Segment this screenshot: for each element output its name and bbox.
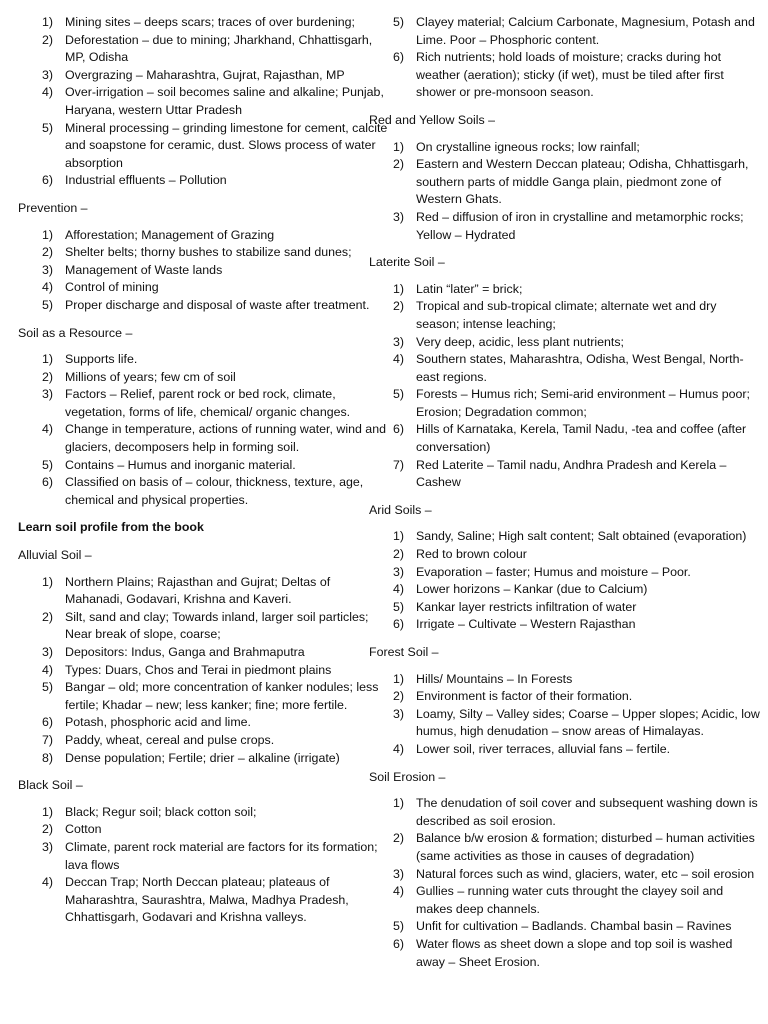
section-alluvial-soil (18, 537, 390, 767)
list-item (18, 821, 390, 839)
list-number: 5) (42, 457, 54, 472)
list-item-text: Change in temperature, actions of running water, wind and glaciers, decomposers help in forming soil. (65, 422, 386, 455)
list-item (18, 369, 390, 387)
list-item (369, 866, 761, 884)
list-item-text: Climate, parent rock material are factors for its formation; lava flows (65, 839, 378, 872)
list-item (369, 599, 761, 617)
list-item (18, 172, 390, 190)
list-item (369, 564, 761, 582)
list-number: 3) (393, 209, 405, 224)
list-item-text: Red – diffusion of iron in crystalline and metamorphic rocks; Yellow – Hydrated (416, 209, 744, 242)
section-heading: Soil as a Resource – (18, 325, 133, 340)
list-item (18, 32, 390, 67)
list-number: 6) (42, 475, 54, 490)
list-number: 2) (42, 822, 54, 837)
list-item-text: Latin “later” = brick; (416, 281, 523, 296)
list-item (18, 874, 390, 927)
left-column (18, 14, 390, 927)
numbered-list (369, 281, 761, 492)
list-item (18, 662, 390, 680)
list-item-text: Natural forces such as wind, glaciers, water, etc – soil erosion (416, 866, 755, 881)
list-item (18, 120, 390, 173)
numbered-list (369, 14, 761, 102)
list-number: 5) (42, 680, 54, 695)
list-item-text: Hills of Karnataka, Kerela, Tamil Nadu, -tea and coffee (after conversation) (416, 422, 747, 455)
list-number: 4) (393, 884, 405, 899)
list-item-text: Gullies – running water cuts throught the clayey soil and makes deep channels. (416, 884, 724, 916)
list-item-text: Lower soil, river terraces, alluvial fans – fertile. (416, 741, 671, 756)
list-item-text: Southern states, Maharashtra, Odisha, West Bengal, North-east regions. (416, 352, 744, 384)
list-item-text: Depositors: Indus, Ganga and Brahmaputra (65, 645, 305, 659)
list-number: 2) (393, 157, 405, 172)
list-item-text: Loamy, Silty – Valley sides; Coarse – Upper slopes; Acidic, low humus, high denudation – snow areas of Himalayas. (416, 706, 760, 739)
section-soil-as-a-resource (18, 315, 390, 510)
list-number: 3) (393, 866, 405, 881)
list-item-text: Red Laterite – Tamil nadu, Andhra Pradesh and Kerela – Cashew (416, 457, 727, 490)
list-item (369, 156, 761, 209)
section-heading: Red and Yellow Soils – (369, 112, 496, 127)
list-item (18, 279, 390, 297)
list-item-text: Sandy, Saline; High salt content; Salt obtained (evaporation) (416, 529, 747, 544)
list-item (18, 386, 390, 421)
list-number: 3) (393, 706, 405, 721)
list-number: 1) (42, 227, 54, 242)
list-number: 3) (42, 839, 54, 854)
list-item-text: Rich nutrients; hold loads of moisture; cracks during hot weather (aeration); sticky (if wet), must be tiled after first shower or pre-monsoon season. (416, 50, 724, 100)
list-item (18, 839, 390, 874)
list-item (18, 244, 390, 262)
list-item-text: Red to brown colour (416, 547, 527, 562)
list-number: 1) (42, 352, 54, 367)
numbered-list (18, 351, 390, 509)
list-number: 4) (42, 85, 54, 100)
numbered-list (18, 227, 390, 315)
list-item (18, 679, 390, 714)
list-item-text: Shelter belts; thorny bushes to stabilize sand dunes; (65, 245, 352, 260)
list-item (369, 528, 761, 546)
section-section (18, 14, 390, 190)
list-item-text: Bangar – old; more concentration of kanker nodules; less fertile; Khadar – new; less kanker; fine; more fertile. (65, 680, 379, 712)
list-item-text: Irrigate – Cultivate – Western Rajasthan (416, 617, 636, 632)
list-number: 4) (393, 582, 405, 597)
section-soil-erosion (369, 759, 761, 972)
section-heading: Soil Erosion – (369, 769, 446, 784)
list-item-text: Factors – Relief, parent rock or bed rock, climate, vegetation, forms of life, chemical/ organic changes. (65, 387, 351, 419)
list-item-text: Mineral processing – grinding limestone for cement, calcite and soapstone for ceramic, dust. Slows process of water absorption (65, 120, 388, 170)
list-item-text: Balance b/w erosion & formation; disturbed – human activities (same activities as those in causes of degradation) (416, 831, 755, 863)
list-item (18, 421, 390, 456)
list-item-text: Tropical and sub-tropical climate; alternate wet and dry season; intense leaching; (416, 299, 717, 331)
section-learn-soil-profile-from-the-book (18, 509, 390, 537)
list-item (369, 209, 761, 244)
numbered-list (369, 139, 761, 245)
list-item (369, 334, 761, 352)
list-item (369, 351, 761, 386)
list-number: 3) (393, 334, 405, 349)
list-item (18, 351, 390, 369)
list-number: 2) (393, 831, 405, 846)
list-item (369, 457, 761, 492)
list-number: 6) (393, 936, 405, 951)
list-number: 3) (42, 262, 54, 277)
list-number: 6) (42, 173, 54, 188)
list-number: 6) (393, 617, 405, 632)
list-item (18, 804, 390, 822)
list-item (369, 14, 761, 49)
list-item-text: Kankar layer restricts infiltration of water (416, 599, 637, 614)
list-number: 2) (42, 369, 54, 384)
list-number: 4) (42, 875, 54, 890)
list-number: 5) (393, 387, 405, 402)
list-item (369, 546, 761, 564)
list-item (369, 139, 761, 157)
list-number: 1) (393, 139, 405, 154)
list-item-text: Hills/ Mountains – In Forests (416, 671, 573, 686)
list-number: 1) (42, 804, 54, 819)
list-item-text: Industrial effluents – Pollution (65, 173, 227, 188)
list-item-text: Forests – Humus rich; Semi-arid environment – Humus poor; Erosion; Degradation common; (416, 387, 750, 419)
list-item (369, 706, 761, 741)
list-item-text: Potash, phosphoric acid and lime. (65, 715, 251, 730)
list-number: 3) (42, 67, 54, 82)
list-item (369, 616, 761, 634)
list-item (369, 49, 761, 102)
list-item-text: Management of Waste lands (65, 262, 223, 277)
list-item-text: Water flows as sheet down a slope and top soil is washed away – Sheet Erosion. (416, 936, 733, 969)
list-number: 6) (393, 422, 405, 437)
list-item-text: Environment is factor of their formation. (416, 689, 633, 704)
list-number: 4) (393, 352, 405, 367)
list-number: 6) (42, 715, 54, 730)
list-item (369, 421, 761, 456)
list-item-text: Silt, sand and clay; Towards inland, larger soil particles; Near break of slope, coarse; (65, 609, 369, 642)
list-number: 1) (393, 796, 405, 811)
list-number: 2) (393, 547, 405, 562)
list-item (369, 298, 761, 333)
list-number: 2) (393, 299, 405, 314)
section-heading: Alluvial Soil – (18, 548, 92, 563)
list-item (18, 67, 390, 85)
list-item (18, 750, 390, 768)
numbered-list (369, 795, 761, 971)
list-item-text: Evaporation – faster; Humus and moisture – Poor. (416, 564, 691, 579)
list-item (369, 795, 761, 830)
list-item (18, 574, 390, 609)
list-item (369, 581, 761, 599)
list-item (369, 741, 761, 759)
list-item (369, 671, 761, 689)
list-item-text: Over-irrigation – soil becomes saline and alkaline; Punjab, Haryana, western Uttar Pradesh (65, 85, 384, 117)
list-number: 4) (42, 280, 54, 295)
list-number: 8) (42, 750, 54, 765)
numbered-list (369, 528, 761, 634)
section-black-soil (18, 767, 390, 927)
numbered-list (18, 574, 390, 768)
list-item-text: Unfit for cultivation – Badlands. Chambal basin – Ravines (416, 919, 732, 934)
list-item-text: Classified on basis of – colour, thickness, texture, age, chemical and physical properties. (65, 475, 364, 507)
section-forest-soil (369, 634, 761, 759)
numbered-list (369, 671, 761, 759)
list-item-text: Control of mining (65, 280, 159, 295)
list-item-text: Deforestation – due to mining; Jharkhand, Chhattisgarh, MP, Odisha (65, 32, 373, 65)
list-item (18, 227, 390, 245)
section-heading: Laterite Soil – (369, 255, 445, 270)
section-heading: Arid Soils – (369, 502, 432, 517)
list-number: 2) (42, 609, 54, 624)
list-item-text: Mining sites – deeps scars; traces of over burdening; (65, 15, 355, 29)
list-item (369, 386, 761, 421)
list-item-text: Contains – Humus and inorganic material. (65, 457, 296, 472)
list-item (18, 262, 390, 280)
list-item-text: Lower horizons – Kankar (due to Calcium) (416, 582, 648, 597)
list-item (369, 830, 761, 865)
list-number: 7) (42, 732, 54, 747)
list-number: 5) (393, 15, 405, 29)
list-item-text: Afforestation; Management of Grazing (65, 227, 275, 242)
list-item (18, 474, 390, 509)
list-number: 3) (42, 387, 54, 402)
list-number: 1) (393, 281, 405, 296)
list-item-text: Proper discharge and disposal of waste after treatment. (65, 297, 370, 312)
list-item (18, 714, 390, 732)
list-number: 7) (393, 457, 405, 472)
list-number: 5) (393, 599, 405, 614)
list-number: 6) (393, 50, 405, 65)
right-column (369, 14, 761, 971)
list-item-text: On crystalline igneous rocks; low rainfall; (416, 139, 640, 154)
list-number: 1) (393, 529, 405, 544)
list-number: 1) (393, 671, 405, 686)
list-number: 4) (42, 662, 54, 677)
list-item-text: Paddy, wheat, cereal and pulse crops. (65, 732, 275, 747)
list-item (18, 14, 390, 32)
list-item (18, 732, 390, 750)
list-number: 1) (42, 15, 54, 29)
list-item-text: Eastern and Western Deccan plateau; Odisha, Chhattisgarh, southern parts of middle Ganga plain, piedmont zone of Western Ghats. (416, 157, 749, 207)
list-number: 5) (393, 919, 405, 934)
list-item-text: Very deep, acidic, less plant nutrients; (416, 334, 625, 349)
list-item-text: Supports life. (65, 352, 138, 367)
list-item-text: Deccan Trap; North Deccan plateau; plateaus of Maharashtra, Saurashtra, Malwa, Madhya Pradesh, Chhattisgarh, Godavari and Krishna valleys. (65, 875, 349, 925)
list-item (18, 457, 390, 475)
numbered-list (18, 14, 390, 190)
list-item (18, 609, 390, 644)
list-item-text: Overgrazing – Maharashtra, Gujrat, Rajasthan, MP (65, 67, 345, 82)
list-item-text: Dense population; Fertile; drier – alkaline (irrigate) (65, 750, 340, 765)
section-heading: Prevention – (18, 200, 88, 215)
list-item (369, 883, 761, 918)
section-prevention (18, 190, 390, 315)
list-item-text: The denudation of soil cover and subsequent washing down is described as soil erosion. (416, 796, 758, 828)
numbered-list (18, 804, 390, 927)
section-laterite-soil (369, 244, 761, 492)
section-heading: Black Soil – (18, 778, 83, 793)
list-number: 2) (393, 689, 405, 704)
list-number: 1) (42, 574, 54, 589)
list-number: 2) (42, 32, 54, 47)
list-item (18, 84, 390, 119)
list-item (369, 936, 761, 971)
list-item-text: Millions of years; few cm of soil (65, 369, 236, 384)
list-number: 3) (393, 564, 405, 579)
section-heading: Forest Soil – (369, 645, 439, 659)
list-item (369, 688, 761, 706)
list-item (369, 918, 761, 936)
list-number: 3) (42, 645, 54, 659)
list-number: 5) (42, 297, 54, 312)
section-section (369, 14, 761, 102)
list-item (18, 297, 390, 315)
section-heading: Learn soil profile from the book (18, 520, 204, 535)
list-item (18, 644, 390, 662)
list-number: 2) (42, 245, 54, 260)
list-number: 5) (42, 120, 54, 135)
section-red-and-yellow-soils (369, 102, 761, 244)
list-item-text: Types: Duars, Chos and Terai in piedmont plains (65, 662, 332, 677)
list-number: 4) (393, 741, 405, 756)
list-item (369, 281, 761, 299)
list-item-text: Cotton (65, 822, 102, 837)
list-item-text: Clayey material; Calcium Carbonate, Magnesium, Potash and Lime. Poor – Phosphoric content. (416, 15, 755, 47)
list-item-text: Black; Regur soil; black cotton soil; (65, 804, 257, 819)
list-item-text: Northern Plains; Rajasthan and Gujrat; Deltas of Mahanadi, Godavari, Krishna and Kaveri. (65, 574, 331, 607)
list-number: 4) (42, 422, 54, 437)
section-arid-soils (369, 492, 761, 634)
